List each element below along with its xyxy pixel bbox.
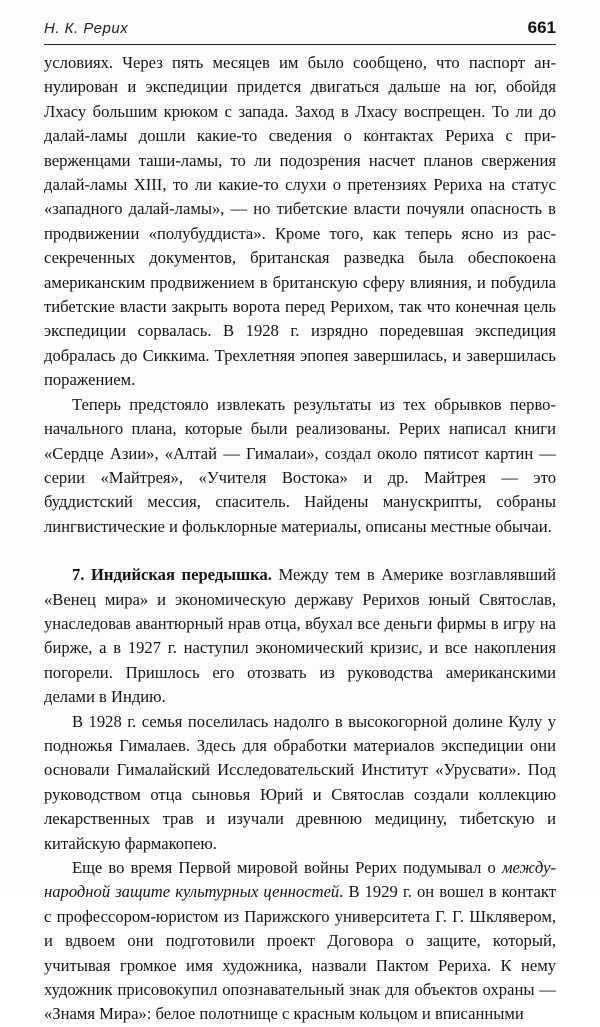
paragraph-text: Между тем в Америке возглавлявший «Венец мира» и экономическую державу Рерихов юный Святослав, унаследовав авантюрный нрав отца, вбухал все деньги фирмы в игру на бирже, а в 1927 г. наступил экономический кризис, и все накопления погорели. Пришлось его отозвать из руководства американскими делами в Индию. bbox=[44, 565, 556, 707]
paragraph-text: . В 1929 г. он вошел в контакт с профессором-юристом из Парижского университета Г. Г. Шклявером, и вдвоем они подготовили проект Договора о защите, который, учитывая громкое имя художника, назвали Пактом Рериха. К нему художник присовокупил опознавательный знак для объектов охраны — «Знамя Мира»: белое полотнище с красным кольцом и вписанными bbox=[44, 882, 556, 1024]
paragraph-text: Еще во время Первой мировой войны Рерих подумывал о bbox=[72, 858, 502, 877]
page-header bbox=[44, 20, 556, 42]
running-title: Н. К. Рерих bbox=[44, 20, 129, 37]
header-rule bbox=[44, 44, 556, 45]
paragraph: Теперь предстояло извлекать результаты из тех обрывков первоначального плана, которые были реализованы. Рерих написал книги «Сердце Азии», «Алтай — Гималаи», создал около пятисот картин — серии «Майтрея», «Учителя Востока» и др. Майтрея — это буддистский мессия, спаситель. Найдены манускрипты, собраны лингвистические и фольклорные материалы, описаны местные обычаи. bbox=[44, 394, 556, 536]
emphasized-phrase: международной защите культурных ценностей bbox=[44, 858, 556, 902]
paragraph bbox=[44, 856, 556, 1027]
paragraph: условиях. Через пять месяцев им было сообщено, что паспорт аннулирован и экспедиции придется двигаться дальше на юг, обойдя Лхасу большим крюком с запада. Заход в Лхасу воспрещен. То ли до далай-ламы дошли какие-то сведения о контактах Рериха с приверженцами таши-ламы, то ли подозрения насчет планов свержения далай-ламы XIII, то ли какие-то слухи о претензиях Рериха на статус «западного далай-ламы», — но тибетские власти почуяли опасность в продвижении «полубуддиста». Кроме того, как теперь ясно из рассекреченных документов, британская разведка была обеспокоена американским продвижением в британскую сферу влияния, и побудила тибетские власти закрыть ворота перед Рерихом, так что конечная цель экспедиции сорвалась. В 1928 г. изрядно поредевшая экспедиция добралась до Сиккима. Трехлетняя эпопея завершилась, и завершилась поражением. bbox=[44, 53, 556, 390]
page-number: 661 bbox=[527, 18, 556, 37]
section-paragraph bbox=[44, 563, 556, 709]
paragraph: В 1928 г. семья поселилась надолго в высокогорной долине Кулу у подножья Гималаев. Здесь для обработки материалов экспедиции они основали Гималайский Исследовательский Институт «Урусвати». Под руководством отца сыновья Юрий и Святослав создали коллекцию лекарственных трав и изучали древнюю медицину, тибетскую и китайскую фармакопею. bbox=[44, 711, 556, 853]
page-body bbox=[44, 51, 556, 1027]
section-heading: 7. Индийская передышка. bbox=[72, 565, 272, 585]
